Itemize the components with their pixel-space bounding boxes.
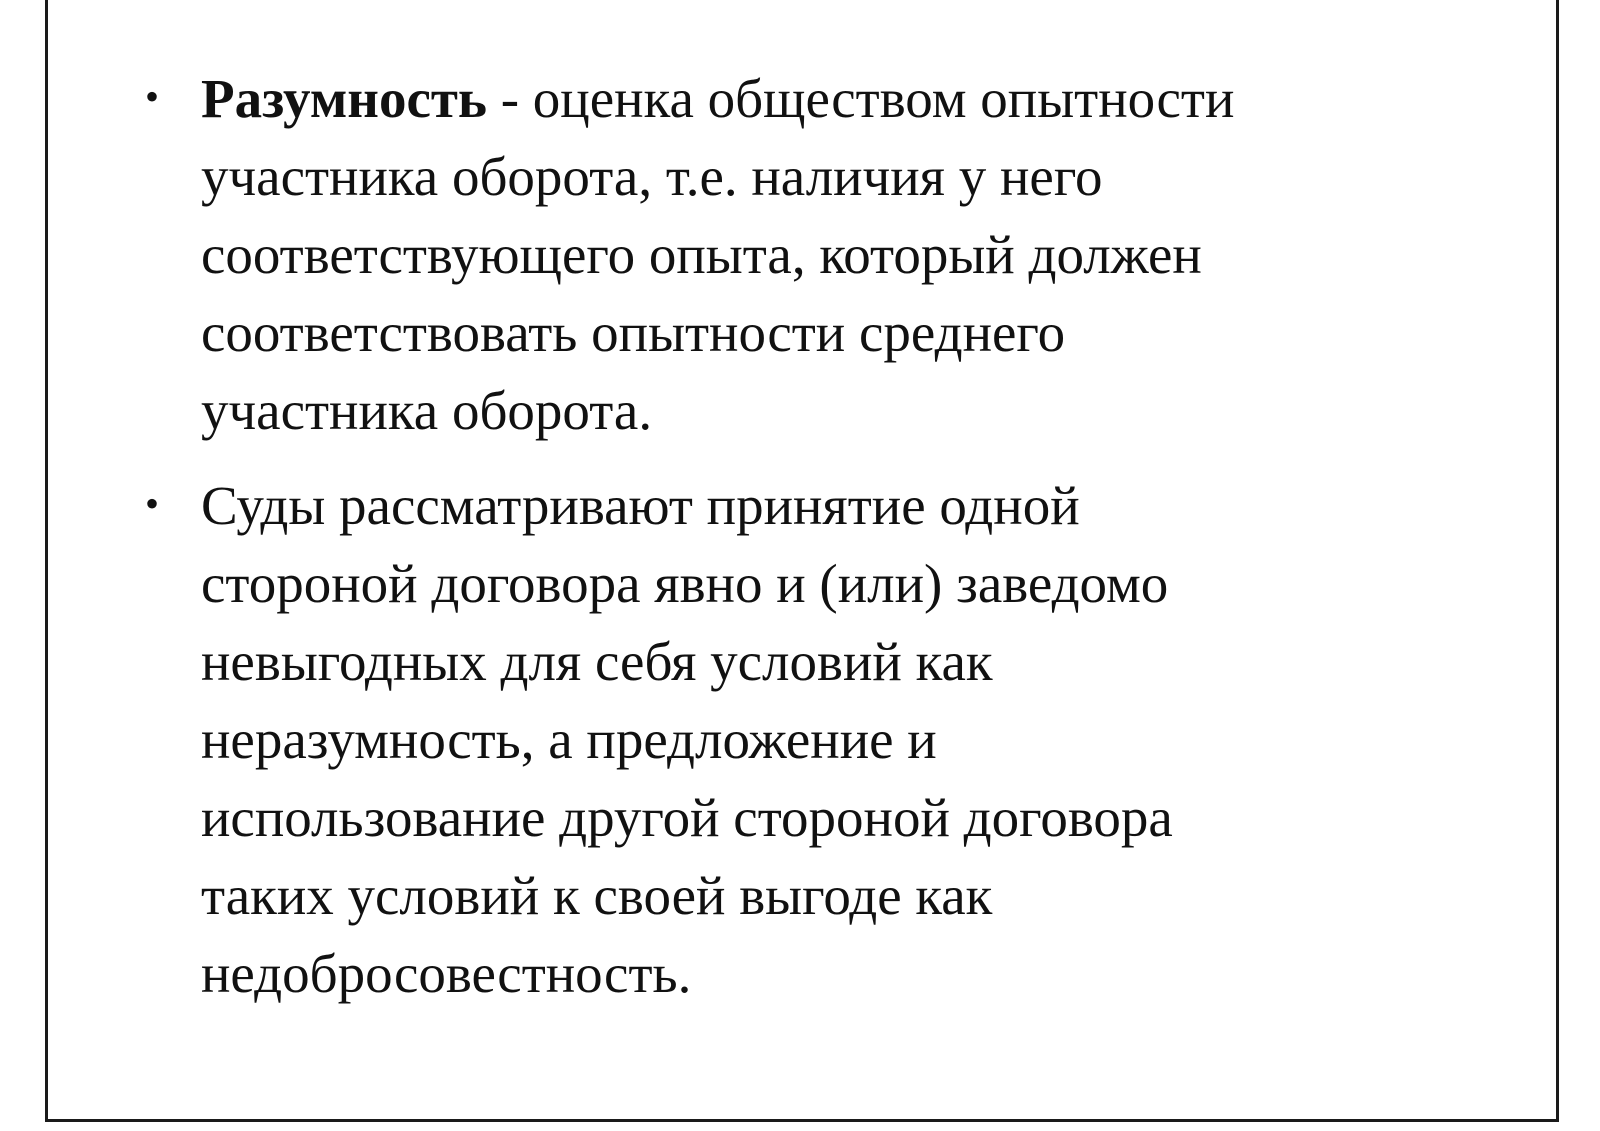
bullet-1-line-1-text: - оценка обществом опытности — [486, 68, 1235, 129]
bullet-dot-icon: • — [145, 74, 160, 119]
bullet-1-line-4: соответствовать опытности среднего — [201, 302, 1066, 363]
bullet-2-line-3: невыгодных для себя условий как — [201, 631, 993, 692]
bullet-2-line-1: Суды рассматривают принятие одной — [201, 475, 1080, 536]
bullet-1-line-1 — [201, 68, 1235, 129]
bullet-2-line-7: недобросовестность. — [201, 943, 692, 1004]
bullet-term: Разумность — [201, 68, 487, 129]
bullet-2-line-2: стороной договора явно и (или) заведомо — [201, 553, 1169, 614]
bullet-2-line-6: таких условий к своей выгоде как — [201, 865, 993, 926]
bullet-1-line-3: соответствующего опыта, который должен — [201, 224, 1202, 285]
bullet-2-line-4: неразумность, а предложение и — [201, 709, 937, 770]
slide-frame — [45, 0, 1559, 1122]
bullet-1-line-5: участника оборота. — [201, 380, 653, 441]
bullet-1-line-2: участника оборота, т.е. наличия у него — [201, 146, 1103, 207]
bullet-2-line-5: использование другой стороной договора — [201, 787, 1173, 848]
bullet-dot-icon: • — [145, 481, 160, 526]
